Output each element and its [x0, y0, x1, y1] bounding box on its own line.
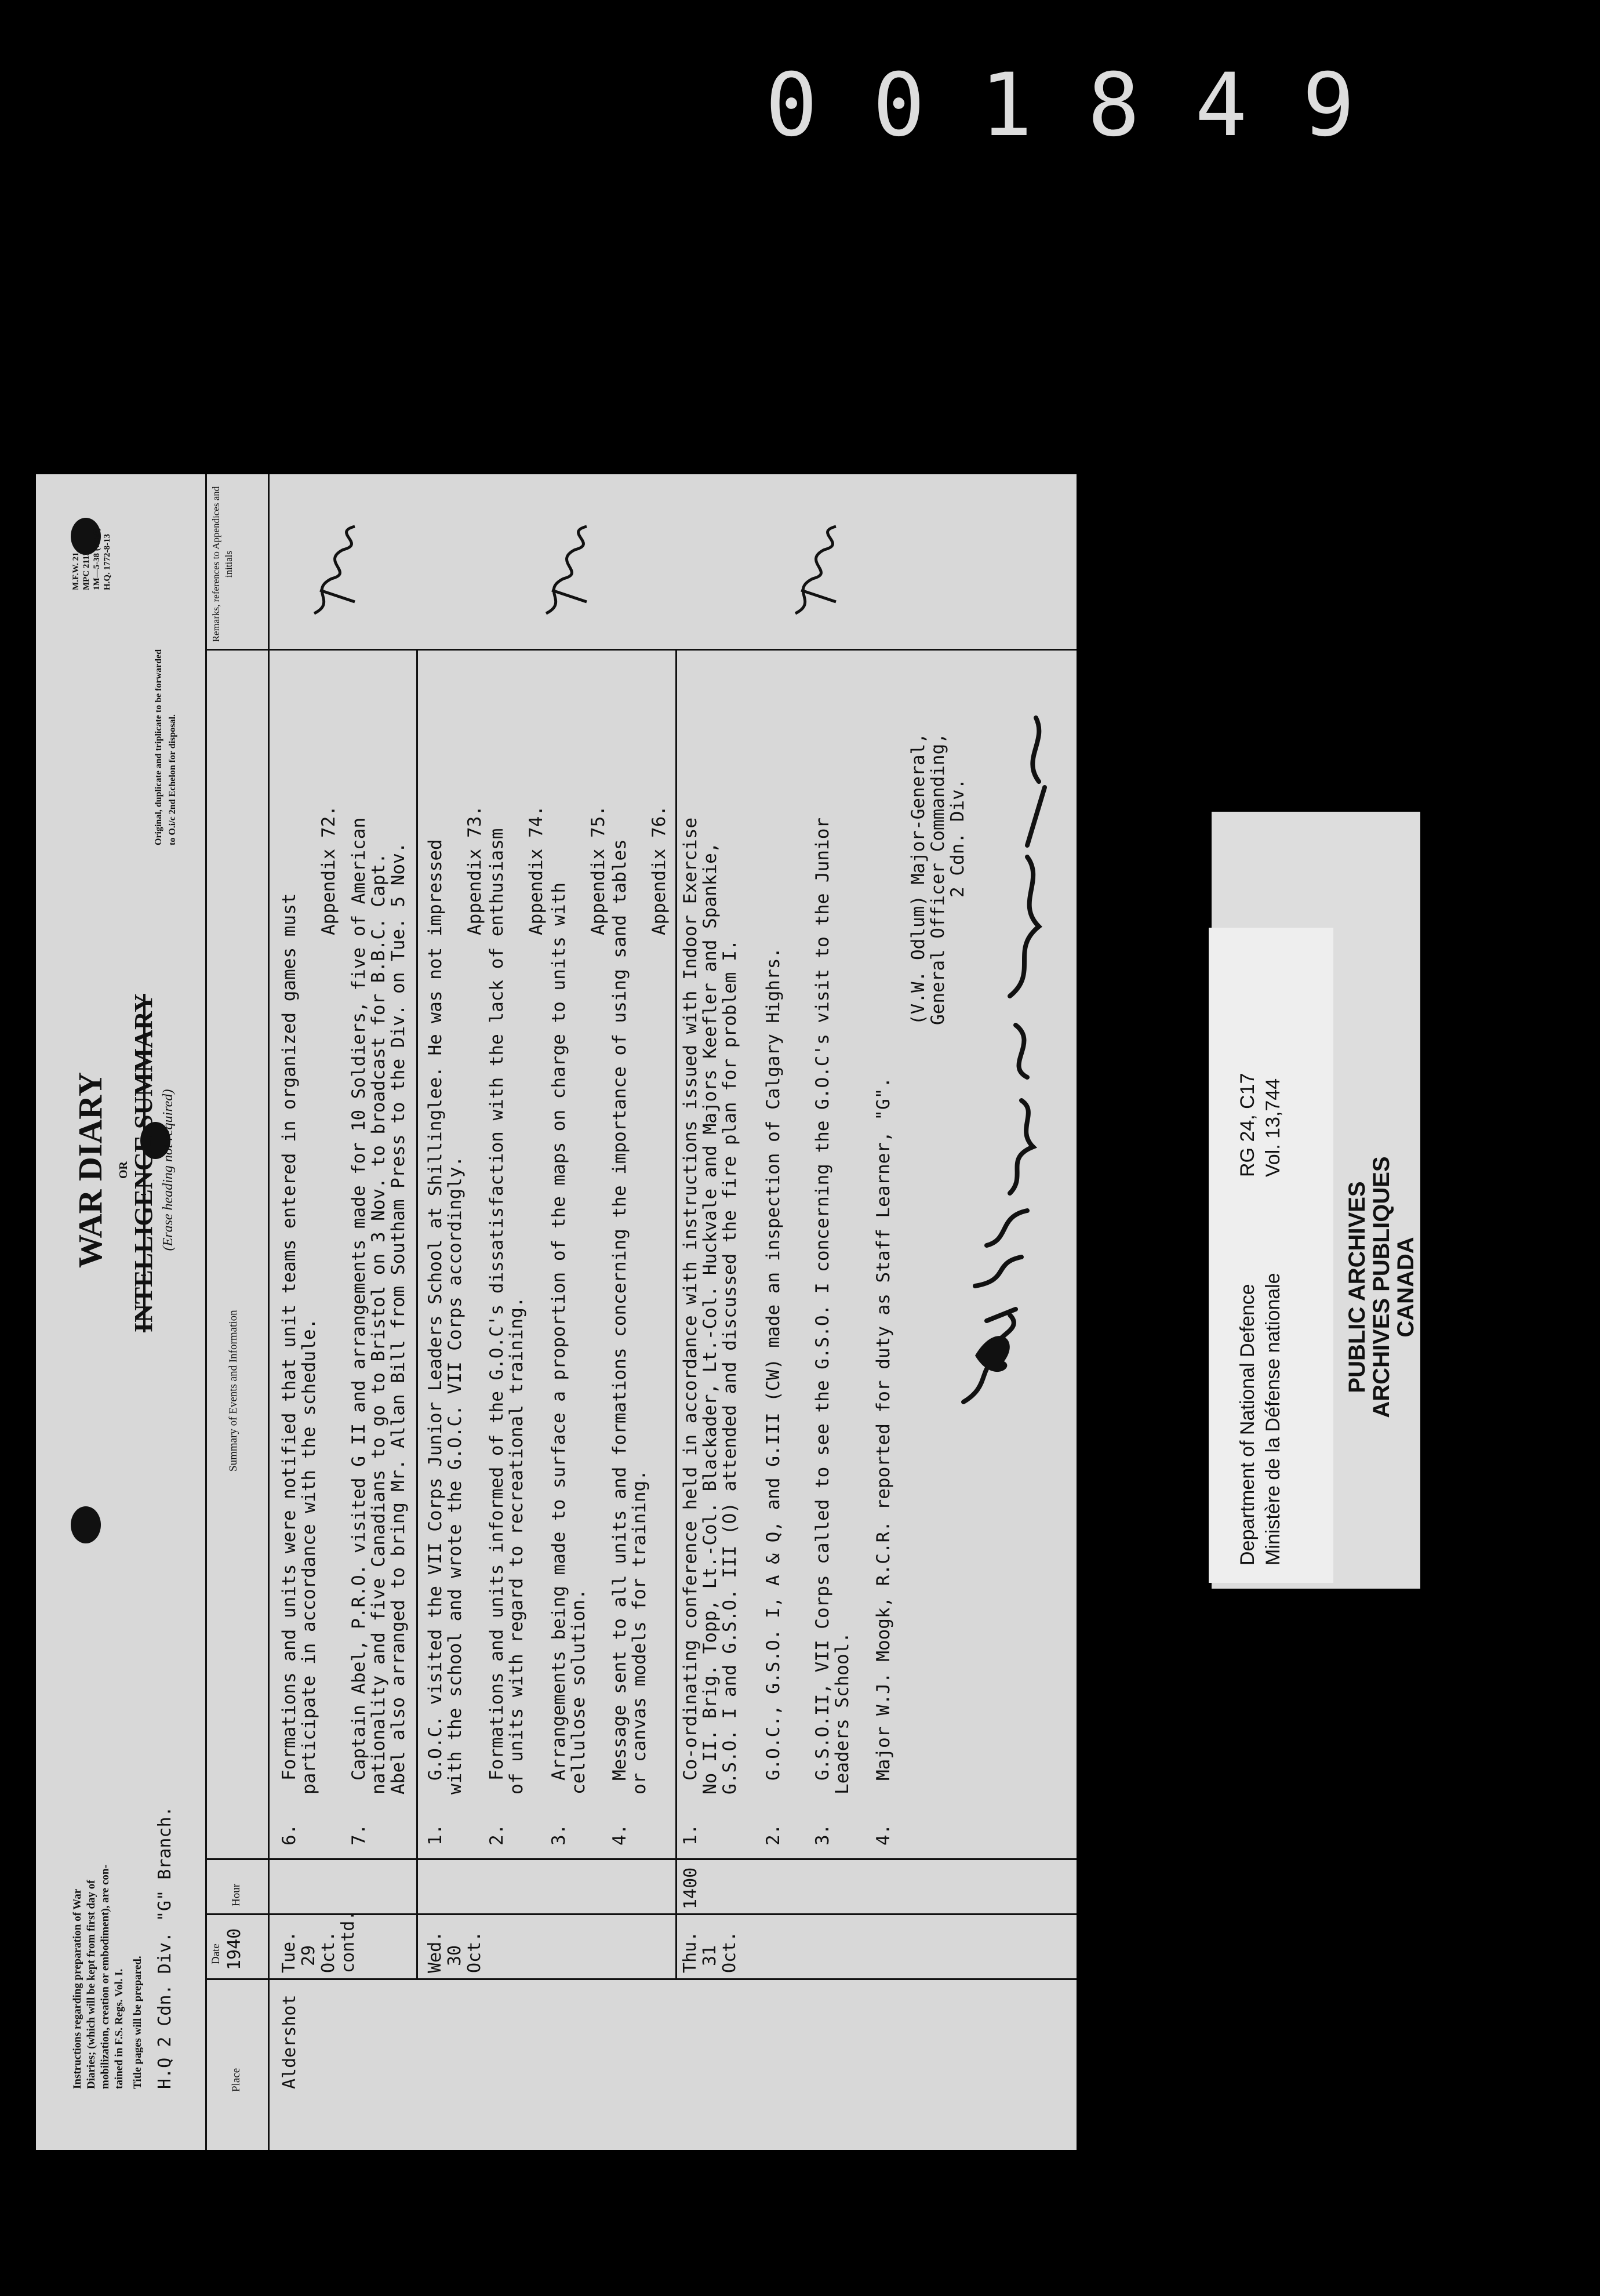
initials-mark — [534, 521, 604, 625]
entry-divider — [675, 649, 677, 1978]
entry-item: 1. G.O.C. visited the VII Corps Junior Leaders School at Shillinglee. He was not impressed with the school and wrote the G.O.C. VII Corps accordingly. Appendix 73. — [425, 805, 485, 1845]
handwritten-signature — [940, 671, 1079, 1408]
initials-mark — [784, 521, 853, 625]
title-intelligence-summary: INTELLIGENCE SUMMARY — [129, 994, 158, 1332]
forwarding-note: Original, duplicate and triplicate to be forwarded to O.i/c 2nd Echelon for disposal. — [154, 649, 177, 845]
initials-mark — [303, 521, 372, 625]
war-diary-page — [36, 474, 1077, 2150]
entry-item: 2. Formations and units informed of the G.O.C's dissatisfaction with the lack of enthusiasm of units with regard to recreational training. Appendix 74. — [486, 805, 547, 1845]
header-place: Place — [230, 2068, 242, 2092]
signature-block: (V.W. Odlum) Major-General, General Officer Commanding, 2 Cdn. Div. — [908, 733, 968, 1025]
public-archives-stamp: PUBLIC ARCHIVES ARCHIVES PUBLIQUES CANADA — [1344, 1156, 1419, 1418]
title-war-diary: WAR DIARY — [71, 1072, 109, 1268]
column-divider-place — [205, 1978, 1077, 1980]
hour-cell: 1400 — [681, 1867, 701, 1909]
entry-item: 4. Major W.J. Moogk, R.C.R. reported for duty as Staff Learner, "G". — [873, 1077, 894, 1845]
header-remarks: Remarks, references to Appendices and initials — [210, 486, 234, 642]
instructions-text: Instructions regarding preparation of War Diaries; (which will be kept from first day of mobilization, creation or embodiment), are con- tained in F.S. Regs. Vol. I. — [71, 1865, 125, 2089]
form-id: M.F.W. 21. MPC 2113 1M—5-38 (7758) H.Q. 1772-8-13 — [71, 528, 112, 590]
column-divider-hour — [205, 1858, 1077, 1860]
entry-item: 3. G.S.O.II, VII Corps called to see the G.S.O. I concerning the G.O.C's visit to the Junior Leaders School. — [812, 817, 853, 1845]
frame-number: 001849 — [765, 55, 1410, 156]
header-summary: Summary of Events and Information — [227, 1310, 239, 1472]
entry-item: 6. Formations and units were notified that unit teams entered in organized games must participate in accordance with the schedule. Appendix 72. — [279, 805, 339, 1845]
punch-hole — [71, 1506, 101, 1543]
entry-divider — [416, 649, 418, 1978]
date-cell: Wed. 30 Oct. — [425, 1931, 485, 1973]
title-or: OR — [117, 1161, 130, 1179]
date-cell: Tue. 29 Oct. contd. — [279, 1910, 358, 1973]
table-header-line — [205, 474, 207, 2150]
place-cell: Aldershot — [279, 1995, 300, 2089]
unit-heading: H.Q 2 Cdn. Div. "G" Branch. — [155, 1806, 175, 2089]
department-label: Department of National Defence Ministère de la Défense nationale — [1237, 1273, 1284, 1565]
entry-item: 1. Co-ordinating conference held in accordance with instructions issued with Indoor Exercise No II. Brig. Topp, Lt.-Col. Blackader, Lt.-Col. Huckvale and Majors Keefler and Spankie, G.S.O. I and G.S.O. III (O) attended and discussed the fire plan for problem I. — [680, 817, 740, 1845]
table-header-line — [268, 474, 270, 2150]
entry-item: 2. G.O.C., G.S.O. I, A & Q, and G.III (CW) made an inspection of Calgary Highrs. — [763, 947, 784, 1845]
header-date: Date — [210, 1943, 222, 1964]
entry-item: 3. Arrangements being made to surface a proportion of the maps on charge to units with cellulose solution. Appendix 75. — [548, 805, 609, 1845]
header-year: 1940 — [224, 1928, 245, 1970]
header-hour: Hour — [230, 1883, 242, 1906]
title-pages-note: Title pages will be prepared. — [132, 1956, 144, 2089]
entry-item: 4. Message sent to all units and formations concerning the importance of using sand tables or canvas models for training. Appendix 76. — [609, 805, 670, 1845]
title-note: (Erase heading not required) — [161, 1089, 176, 1251]
entry-item: 7. Captain Abel, P.R.O. visited G II and arrangements made for 10 Soldiers, five of American nationality and five Canadians to go to Bristol on 3 Nov. to broadcast for B.B.C. Capt. Abel also arranged to bring Mr. Allan Bill from Southam Press to the Div. on Tue. 5 Nov. — [348, 817, 409, 1845]
date-cell: Thu. 31 Oct. — [680, 1931, 740, 1973]
record-group-ref: RG 24, C17 Vol. 13,744 — [1237, 1073, 1284, 1177]
column-divider-remarks — [205, 649, 1077, 651]
